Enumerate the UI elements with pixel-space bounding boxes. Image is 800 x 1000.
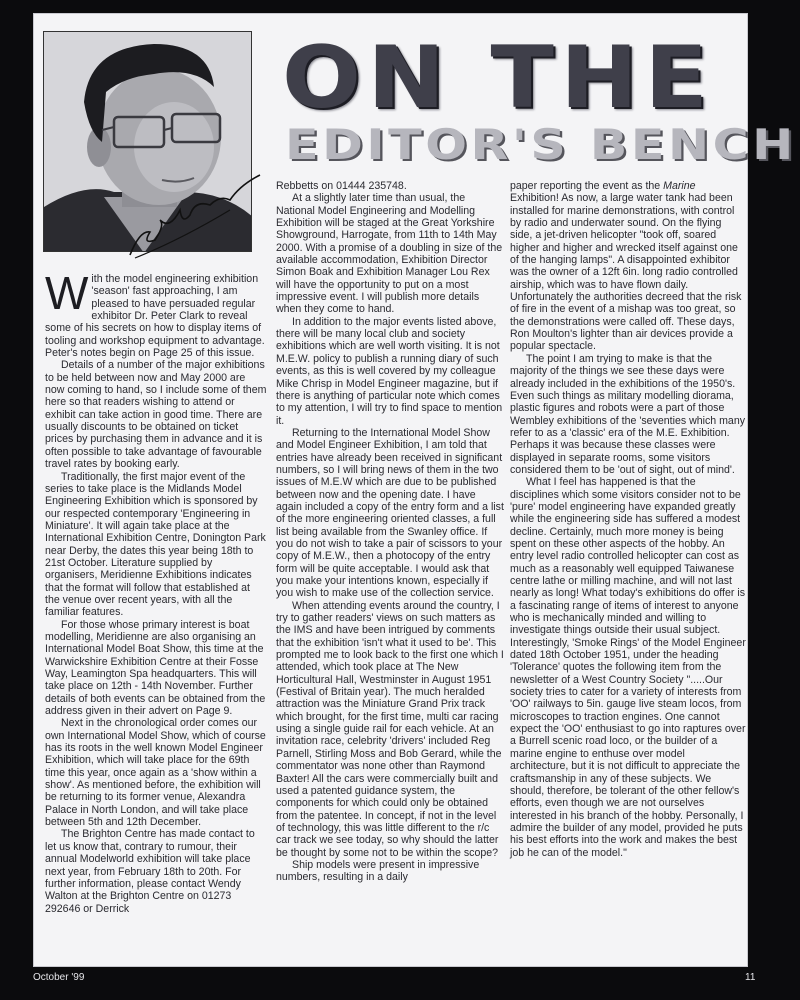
issue-date: October '99 bbox=[33, 972, 85, 983]
article-paragraph: Traditionally, the first major event of the series to take place is the Midlands Model Engineering Exhibition which is sponsored by our respected contemporary 'Engineering in Miniature'. It will again take place at the International Exhibition Centre, Donington Park near Derby, the dates this year being 18th to 21st October. Literature supplied by organisers, Meridienne Exhibitions indicates that the format will follow that established at the venue over recent years, with all the familiar features. bbox=[45, 470, 266, 619]
page-number: 11 bbox=[745, 972, 756, 983]
article-paragraph: Returning to the International Model Show and Model Engineer Exhibition, I am told that entries have already been received in significant numbers, so I will bring news of them in the two issues of M.E.W which are due to be published between now and the opening date. I have again included a copy of the entry form and a list of the more engineering oriented classes, a full list being available from the Swanley office. If you do not wish to take a pair of scissors to your copy of M.E.W., then a photocopy of the entry form will be quite acceptable. I would ask that you make your intentions known, especially if you wish to make use of the collection service. bbox=[276, 426, 504, 600]
italic-text: Marine bbox=[663, 180, 696, 192]
article-paragraph: In addition to the major events listed above, there will be many local club and society exhibitions which are well worth visiting. It is not M.E.W. policy to publish a running diary of such events, as this is well covered by my colleague Mike Chrisp in Model Engineer magazine, but if there is anything of particular note which comes to my attention, I will try to find space to mention it. bbox=[276, 315, 503, 427]
page-title-line1: ON THE bbox=[282, 28, 715, 128]
editor-signature bbox=[120, 170, 270, 260]
paragraph-text: paper reporting the event as the bbox=[510, 180, 664, 192]
article-paragraph: Next in the chronological order comes our own International Model Show, which of course has its roots in the well known Model Engineer Exhibition, which will take place for the 69th time this year, once again as a 'show within a show'. As mentioned before, the exhibition will be returning to its former venue, Alexandra Palace in North London, and will take place between 5th and 12th December. bbox=[45, 717, 266, 829]
article-paragraph: At a slightly later time than usual, the National Model Engineering and Modelling Exhibition will be staged at the Great Yorkshire Showground, Harrogate, from 11th to 14th May 2000. With a promise of a doubling in size of the available accommodation, Exhibition Director Simon Boak and Exhibition Manager Lou Rex will have the opportunity to put on a most impressive event. I will publish more details when they come to hand. bbox=[276, 192, 503, 316]
article-paragraph: Details of a number of the major exhibitions to be held between now and May 2000 are now coming to hand, so I include some of them here so that readers wishing to attend or exhibit can take action in good time. There are usually discounts to be obtained on ticket prices by purchasing them in advance and it is often possible to take advantage of favourable travel rates by booking early. bbox=[45, 359, 267, 471]
article-paragraph: What I feel has happened is that the disciplines which some visitors consider not to be 'pure' model engineering have expanded greatly while the engineering side has suffered a modest decline. Certainly, much more money is being spent on these other aspects of the hobby. An entry level radio controlled helicopter can cost as much as a reasonably well equipped Taiwanese centre lathe or milling machine, and will not last nearly as long! What today's exhibitions do offer is a fascinating range of items of interest to anyone who is mechanically minded and willing to investigate things outside their usual subject. Interestingly, 'Smoke Rings' of the Model Engineer dated 18th October 1951, under the heading 'Tolerance' quotes the following item from the newsletter of a West Country Society ".....Our society tries to cater for a variety of interests from 'OO' railways to 5in. gauge live steam locos, from microscopes to traction engines. One cannot expect the 'OO' enthusiast to go into raptures over a Burrell scenic road loco, or the builder of a marine engine to enthuse over model architecture, but it is not difficult to appreciate the craftsmanship in any of these subjects. We should, therefore, be tolerant of the other fellow's efforts, even though we are not ourselves interested in his branch of the hobby. Personally, I admire the builder of any model, provided he puts his best efforts into the work and makes the best job he can of the model." bbox=[510, 476, 746, 859]
article-paragraph: When attending events around the country, I try to gather readers' views on such matters as the IMS and have been intrigued by comments that the exhibition 'isn't what it used to be'. This prompted me to look back to the first one which I attended, which took place at The New Horticultural Hall, Westminster in August 1951 (Festival of Britain year). The much heralded attraction was the Miniature Grand Prix track which brought, for the first time, multi car racing using a single guide rail for each vehicle. At an invitation race, celebrity 'drivers' included Reg Parnell, Stirling Moss and Bob Gerard, while the commentator was none other than Raymond Baxter! All the cars were commercially built and used a patented guidance system, the components for which could only be obtained from the patentee. In concept, if not in the level of technology, this was little different to the r/c car track we see today, so why should the latter be thought by some not to be within the scope? bbox=[276, 599, 504, 859]
article-paragraph: The point I am trying to make is that the majority of the things we see these days were already included in the exhibitions of the 1950's. Even such things as military modelling diorama, plastic figures and robots were a part of those Wembley exhibitions of the 'seventies which many refer to as a 'classic' era of the M.E. Exhibition. Perhaps it was because these classes were displayed in separate rooms, some visitors considered them to be 'out of sight, out of mind'. bbox=[510, 352, 746, 476]
article-paragraph: Ship models were present in impressive numbers, resulting in a daily bbox=[276, 858, 480, 884]
drop-cap: W bbox=[45, 267, 89, 319]
article-paragraph: The Brighton Centre has made contact to let us know that, contrary to rumour, their annual Modelworld exhibition will take place next year, from February 18th to 20th. For further information, please contact Wendy Walton at the Brighton Centre on 01273 292646 or Derrick bbox=[45, 828, 255, 915]
article-column-3 bbox=[510, 180, 746, 859]
paragraph-text: ith the model engineering exhibition 'season' fast approaching, I am pleased to have persuaded regular exhibitor Dr. Peter Clark to reveal some of his secrets on how to display items of tooling and workshop equipment to advantage. Peter's notes begin on Page 25 of this issue. bbox=[45, 273, 265, 360]
paragraph-text: Exhibition! As now, a large water tank had been installed for marine demonstrations, with control by radio and underwater sound. On the flying side, a jet-driven helicopter "took off, soared higher and higher and wrecked itself against one of the hanging lamps". A disappointed exhibitor was the owner of a 12ft 6in. long radio controlled airship, which was to have flown daily. Unfortunately the authorities decreed that the risk of fire in the event of a mishap was too great, so the demonstrations were called off. These days, Ron Moulton's lighter than air devices provide a popular spectacle. bbox=[510, 192, 742, 353]
article-column-2 bbox=[276, 180, 504, 884]
article-paragraph: For those whose primary interest is boat modelling, Meridienne are also organising an International Model Boat Show, this time at the Warwickshire Exhibition Centre at their Fosse Way, Leamington Spa headquarters. This will take place on 12th - 14th November. Further details of both events can be obtained from the address given in their advert on Page 9. bbox=[45, 618, 266, 718]
article-column-1 bbox=[45, 267, 267, 915]
article-paragraph: Rebbetts on 01444 235748. bbox=[276, 180, 407, 192]
page-title-line2: EDITOR'S BENCH bbox=[285, 120, 797, 169]
article-paragraph bbox=[510, 180, 746, 353]
article-paragraph bbox=[45, 267, 267, 360]
